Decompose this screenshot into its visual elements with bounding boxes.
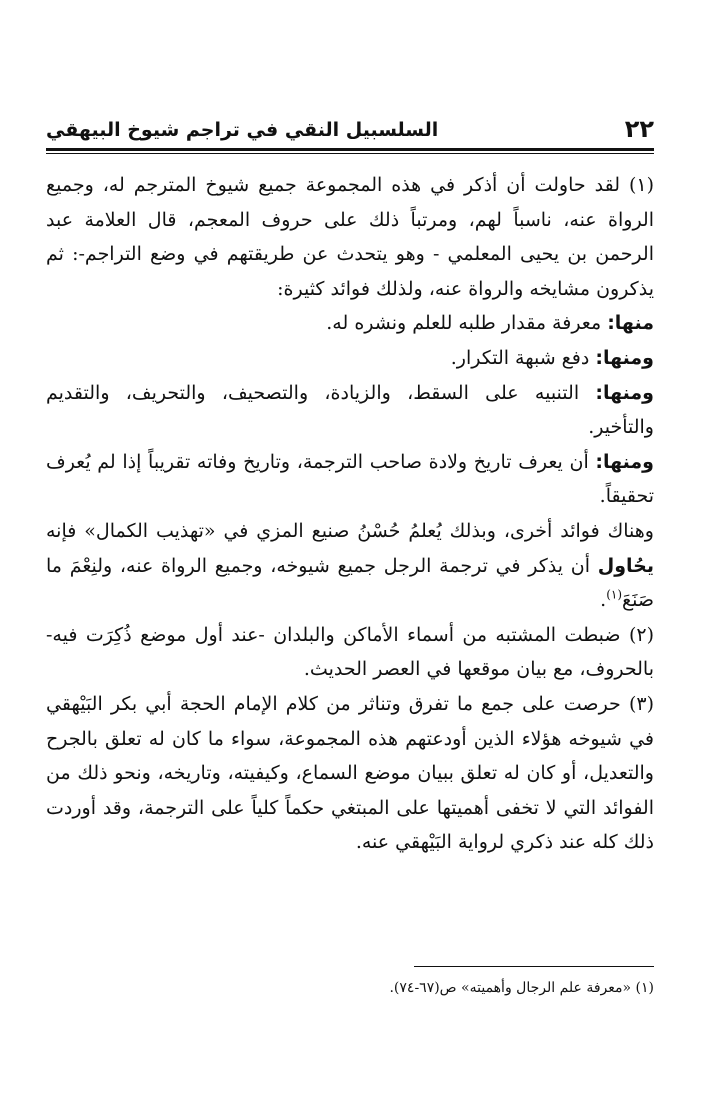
list-item-2 [46, 341, 654, 376]
list-item-keyword: ومنها: [595, 346, 654, 369]
main-text [46, 168, 654, 860]
paragraph-2-keyword: يحُاول [597, 554, 654, 577]
header-rule-thick [46, 148, 654, 151]
list-item-1 [46, 306, 654, 341]
paragraph-4: (٣) حرصت على جمع ما تفرق وتناثر من كلام الإمام الحجة أبي بكر البَيْهقي في شيوخه هؤلاء الذين أودعتهم هذه المجموعة، سواء ما كان له تعلق بالجرح والتعديل، أو كان له تعلق ببيان موضع السماع، وكيفيته، وتاريخه، ونحو ذلك من الفوائد التي لا تخفى أهميتها على المبتغي حكماً كلياً على الترجمة، وقد أوردت ذلك كله عند ذكري لرواية البَيْهقي عنه. [46, 692, 654, 854]
footnote-reference: (١) [606, 587, 623, 602]
footnote-separator [414, 966, 654, 967]
running-title: السلسبيل النقي في تراجم شيوخ البيهقي [46, 119, 439, 141]
list-item-text: معرفة مقدار طلبه للعلم ونشره له. [326, 312, 608, 335]
list-item-text: التنبيه على السقط، والزيادة، والتصحيف، والتحريف، والتقديم والتأخير. [46, 381, 654, 439]
page-header [46, 114, 654, 150]
list-item-keyword: ومنها: [595, 381, 654, 404]
list-item-text: دفع شبهة التكرار. [450, 346, 596, 369]
list-item-keyword: ومنها: [595, 450, 654, 473]
list-item-text: أن يعرف تاريخ ولادة صاحب الترجمة، وتاريخ وفاته تقريباً إذا لم يُعرف تحقيقاً. [46, 450, 654, 508]
list-item-3 [46, 376, 654, 445]
paragraph-2-part-a: وهناك فوائد أخرى، وبذلك يُعلمُ حُسْنُ صنيع المزي في «تهذيب الكمال» فإنه [46, 519, 654, 542]
paragraph-2 [46, 514, 654, 618]
paragraph-2-end: . [600, 589, 607, 612]
list-item-4 [46, 445, 654, 514]
paragraph-1: (١) لقد حاولت أن أذكر في هذه المجموعة جميع شيوخ المترجم له، وجميع الرواة عنه، ناسباً لهم، ومرتباً ذلك على حروف المعجم، قال العلامة عبد الرحمن بن يحيى المعلمي - وهو يتحدث عن طريقتهم في وضع التراجم-: ثم يذكرون مشايخه والرواة عنه، ولذلك فوائد كثيرة: [46, 174, 654, 300]
list-item-keyword: منها: [607, 312, 654, 335]
footnote: (١) «معرفة علم الرجال وأهميته» ص(٦٧-٧٤). [389, 980, 654, 996]
paragraph-3: (٢) ضبطت المشتبه من أسماء الأماكن والبلدان -عند أول موضع ذُكِرَت فيه- بالحروف، مع بيان موقعها في العصر الحديث. [46, 623, 654, 681]
header-rule-thin [46, 153, 654, 154]
page-number: ٢٢ [624, 115, 654, 143]
paragraph-2-part-b: أن يذكر في ترجمة الرجل جميع شيوخه، وجميع الرواة عنه، ولنِعْمَ ما صَنَعَ [46, 554, 654, 612]
